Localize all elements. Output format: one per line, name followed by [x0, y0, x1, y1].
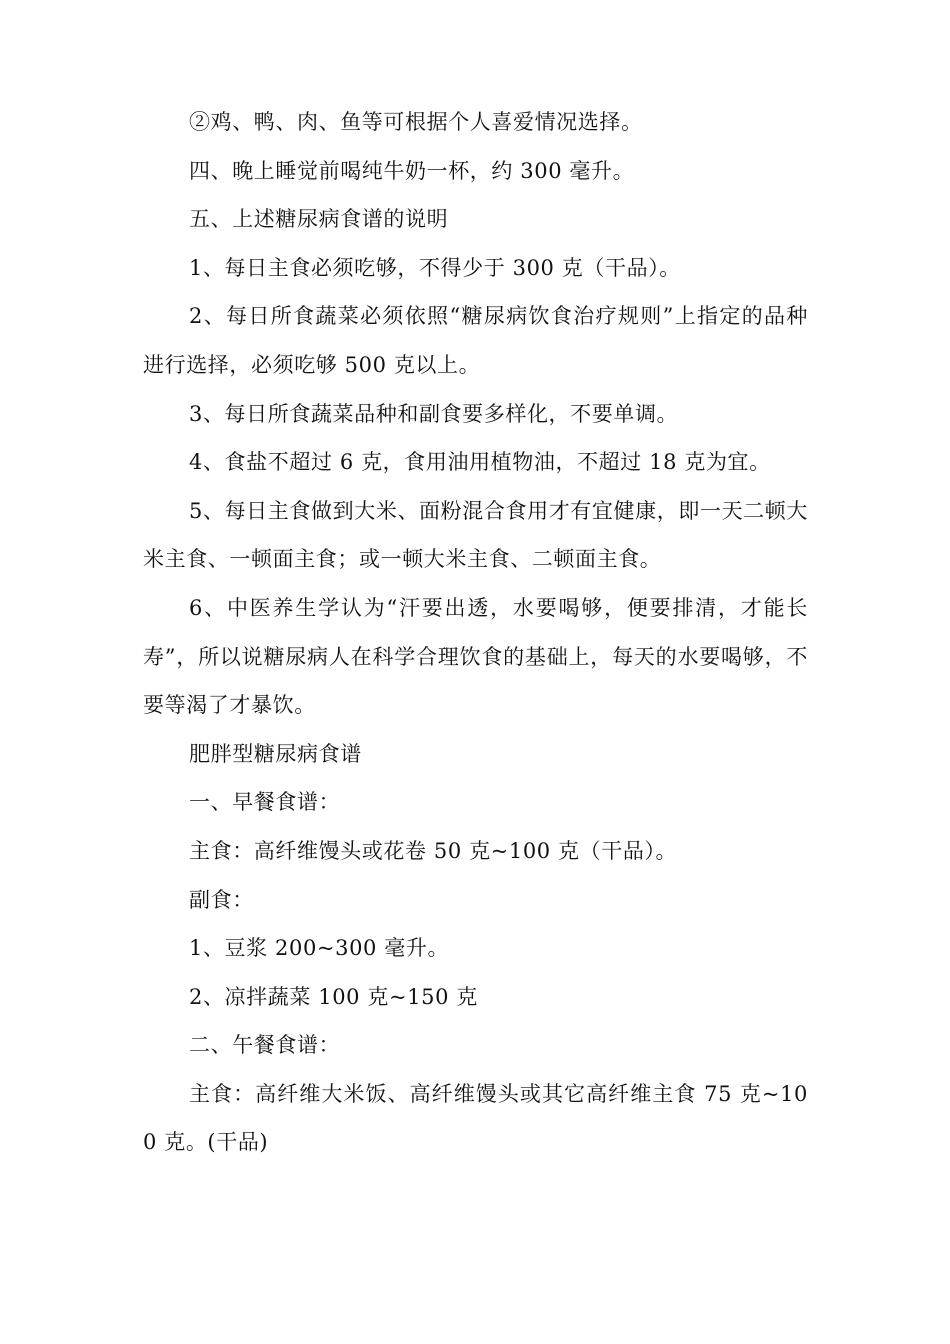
paragraph-cold-vegetables: 2、凉拌蔬菜 100 克~150 克 [189, 984, 478, 1009]
section-heading-obese-menu: 肥胖型糖尿病食谱 [189, 741, 362, 766]
paragraph-soy-milk: 1、豆浆 200~300 毫升。 [189, 936, 450, 961]
paragraph-lunch-staple: 主食：高纤维大米饭、高纤维馒头或其它高纤维主食 75 克~100 克。(干品) [143, 1081, 808, 1155]
paragraph-note-4: 4、食盐不超过 6 克，食用油用植物油，不超过 18 克为宜。 [189, 450, 771, 475]
paragraph-note-3: 3、每日所食蔬菜品种和副食要多样化，不要单调。 [189, 401, 679, 426]
section-heading-menu-notes: 五、上述糖尿病食谱的说明 [189, 207, 449, 232]
paragraph-meat-choice: ②鸡、鸭、肉、鱼等可根据个人喜爱情况选择。 [189, 110, 643, 134]
paragraph-note-2: 2、每日所食蔬菜必须依照“糖尿病饮食治疗规则”上指定的品种进行选择，必须吃够 500 克以上。 [143, 304, 808, 377]
paragraph-note-1: 1、每日主食必须吃够，不得少于 300 克（干品）。 [189, 255, 681, 280]
document-body [143, 98, 808, 1167]
paragraph-note-6: 6、中医养生学认为“汗要出透，水要喝够，便要排清，才能长寿”，所以说糖尿病人在科学合理饮食的基础上，每天的水要喝够，不要等渴了才暴饮。 [143, 595, 808, 718]
paragraph-breakfast-side-label: 副食： [189, 887, 254, 912]
paragraph-bedtime-milk: 四、晚上睡觉前喝纯牛奶一杯，约 300 毫升。 [189, 158, 635, 183]
paragraph-note-5: 5、每日主食做到大米、面粉混合食用才有宜健康，即一天二顿大米主食、一顿面主食；或一顿大米主食、二顿面主食。 [143, 498, 808, 572]
paragraph-breakfast-staple: 主食：高纤维馒头或花卷 50 克~100 克（干品）。 [189, 838, 678, 863]
subheading-breakfast: 一、早餐食谱： [189, 790, 341, 815]
subheading-lunch: 二、午餐食谱： [189, 1033, 341, 1058]
